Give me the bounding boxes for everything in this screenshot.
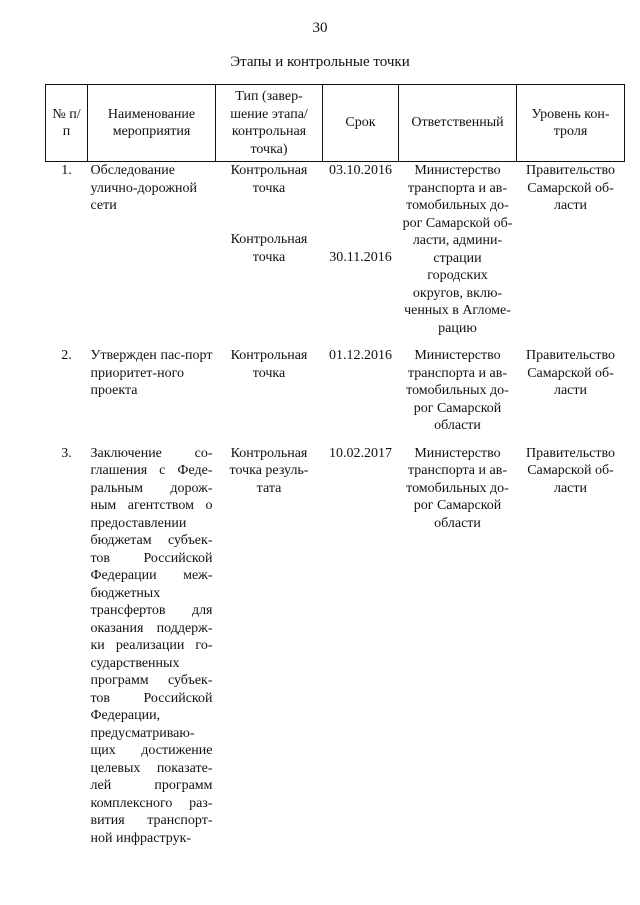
row-deadline xyxy=(323,162,399,348)
header-name: Наименование мероприятия xyxy=(88,85,216,162)
row-responsible: Министерство транспорта и ав-томобильных до-рог Самарской об-ласти, админи-страции городских округов, вклю-ченных в Агломе-рацию xyxy=(402,163,513,336)
row-type xyxy=(216,162,323,348)
header-responsible: Ответственный xyxy=(399,85,517,162)
table-row xyxy=(46,162,625,348)
row-deadline xyxy=(323,445,399,858)
milestone-date: 03.10.2016 xyxy=(329,163,392,178)
row-responsible: Министерство транспорта и ав-томобильных до-рог Самарской области xyxy=(406,445,509,531)
table-row xyxy=(46,347,625,445)
page-title: Этапы и контрольные точки xyxy=(230,54,410,70)
milestone-type: Контрольная точка xyxy=(230,232,308,265)
table-row xyxy=(46,445,625,858)
milestone-type: Контрольная точка xyxy=(230,348,308,381)
row-level: Правительство Самарской об-ласти xyxy=(526,348,615,398)
header-deadline: Срок xyxy=(323,85,399,162)
header-level: Уровень кон-троля xyxy=(517,85,625,162)
milestone-date: 30.11.2016 xyxy=(329,249,392,265)
row-type xyxy=(216,347,323,445)
row-num: 3. xyxy=(61,445,72,461)
header-type: Тип (завер-шение этапа/ контрольная точка) xyxy=(216,85,323,162)
page-number: 30 xyxy=(312,20,328,36)
row-num: 1. xyxy=(61,163,72,178)
milestone-type: Контрольная точка резуль-тата xyxy=(229,445,309,496)
milestone-date: 01.12.2016 xyxy=(329,348,392,363)
header-num: № п/п xyxy=(46,85,88,162)
row-level: Правительство Самарской об-ласти xyxy=(526,163,615,213)
row-name: Обследование улично-дорожной сети xyxy=(90,163,197,213)
row-name: Утвержден пас-порт приоритет-ного проекта xyxy=(90,348,213,398)
row-type xyxy=(216,445,323,858)
row-responsible: Министерство транспорта и ав-томобильных до-рог Самарской области xyxy=(406,348,509,433)
row-deadline xyxy=(323,347,399,445)
row-level: Правительство Самарской об-ласти xyxy=(526,445,615,496)
table-header xyxy=(46,85,625,162)
milestones-table xyxy=(45,84,625,857)
milestone-type: Контрольная точка xyxy=(230,163,308,196)
milestone-date: 10.02.2017 xyxy=(329,445,392,461)
row-name: Заключение со-глашения с Феде-ральным дорож-ным агентством о предоставлении бюджетам субъек-тов Российской Федерации меж-бюджетных трансфертов для оказания поддерж-ки реализации го-сударственных программ субъек-тов Российской Федерации, предусматриваю-щих достижение целевых показате-лей программ комплексного раз-вития транспорт-ной инфраструк- xyxy=(90,445,213,846)
row-num: 2. xyxy=(61,348,72,363)
